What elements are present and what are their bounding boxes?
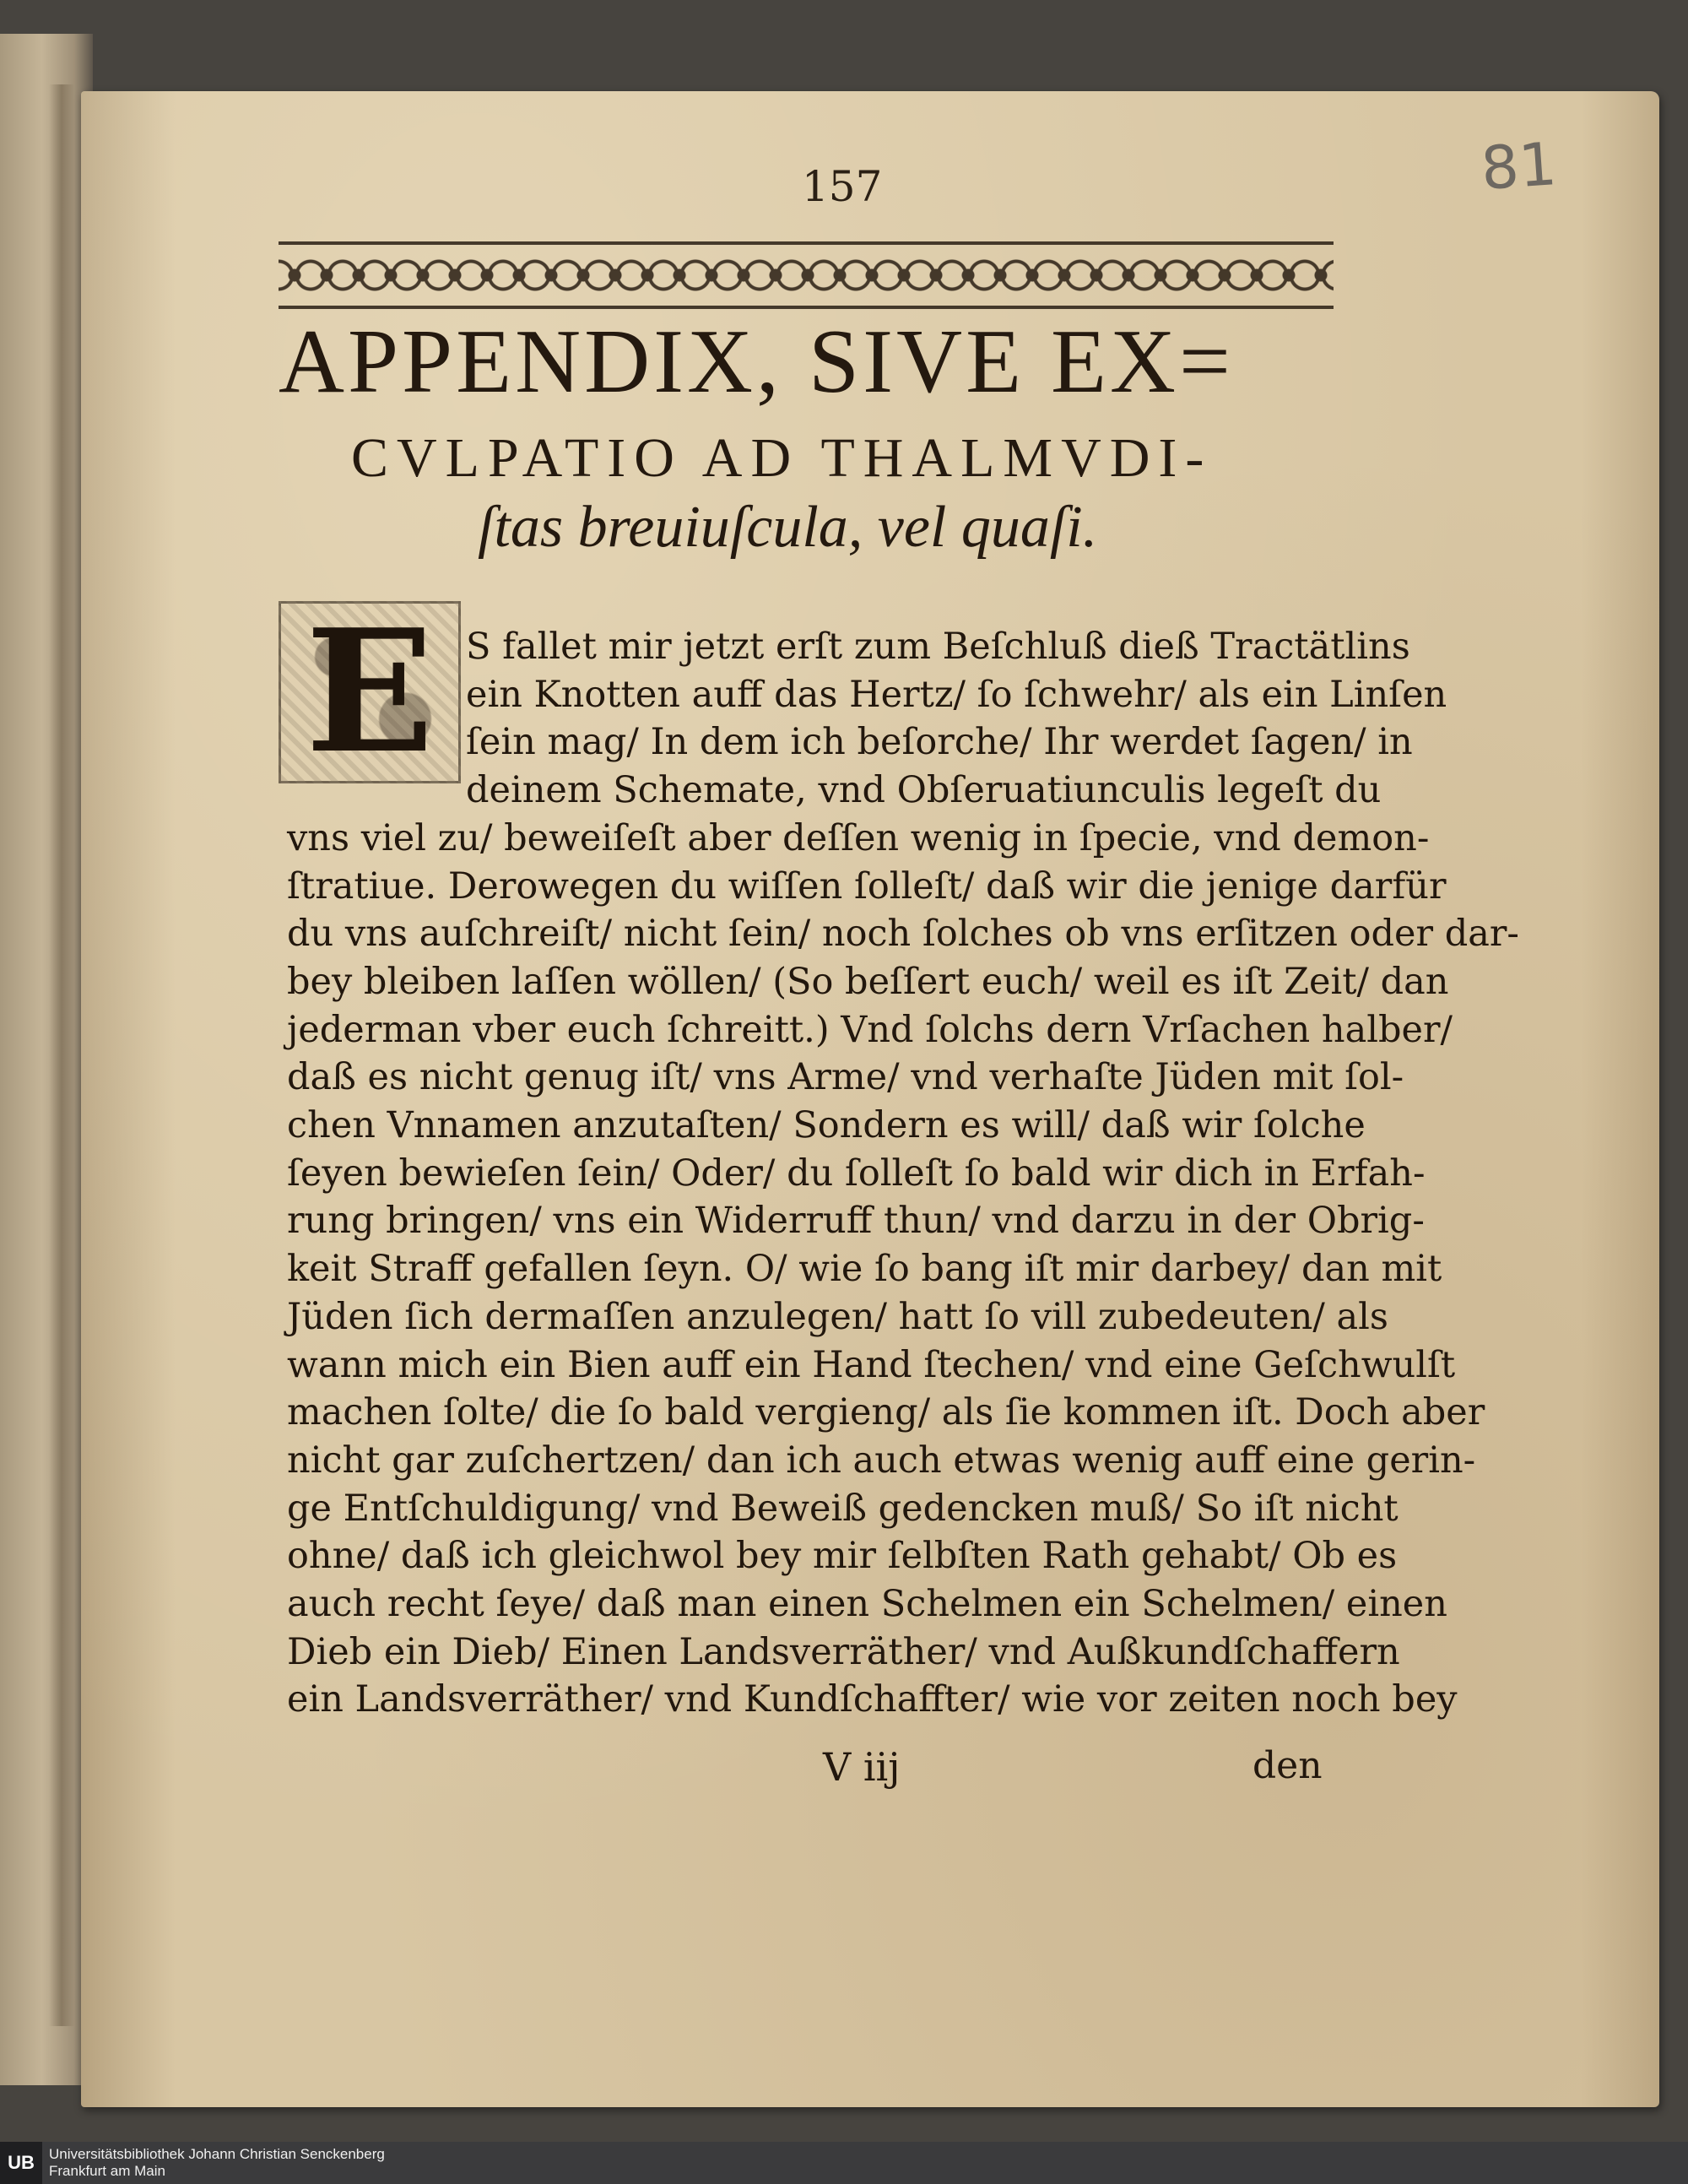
body-line: daß es nicht genug iſt/ vns Arme/ vnd verhaſte Jüden mit ſol- <box>287 1056 1404 1099</box>
body-line: ein Landsverräther/ vnd Kundſchaffter/ wie vor zeiten noch bey <box>287 1678 1458 1721</box>
body-line: nicht gar zuſchertzen/ dan ich auch etwas wenig auff eine gerin- <box>287 1439 1476 1482</box>
body-line: bey bleiben laſſen wöllen/ (So beſſert euch/ weil es iſt Zeit/ dan <box>287 960 1449 1003</box>
signature-mark: V iij <box>823 1744 901 1790</box>
title-line-1: APPENDIX, SIVE EX= <box>279 312 1234 412</box>
decorated-initial <box>279 593 461 791</box>
body-line: auch recht ſeye/ daß man einen Schelmen ein Schelmen/ einen <box>287 1583 1447 1625</box>
body-line: ſein mag/ In dem ich beſorche/ Ihr werdet ſagen/ in <box>466 721 1413 764</box>
institution-name: Universitätsbibliothek Johann Christian Senckenberg <box>49 2146 385 2162</box>
catchword: den <box>1252 1744 1323 1787</box>
body-line: machen ſolte/ die ſo bald vergieng/ als ſie kommen iſt. Doch aber <box>287 1391 1485 1434</box>
body-line: S fallet mir jetzt erſt zum Beſchluß dieß Tractätlins <box>466 626 1410 668</box>
library-footer <box>0 2142 1688 2184</box>
body-line: keit Straff gefallen ſeyn. O/ wie ſo bang iſt mir darbey/ dan mit <box>287 1248 1442 1291</box>
left-page-edge <box>0 34 93 2085</box>
title-line-2: CVLPATIO AD THALMVDI- <box>351 427 1213 489</box>
body-line: ſtratiue. Derowegen du wiſſen ſolleſt/ daß wir die jenige darfür <box>287 864 1447 908</box>
body-line: rung bringen/ vns ein Widerruff thun/ vnd darzu in der Obrig- <box>287 1200 1425 1243</box>
body-line: Jüden ſich dermaſſen anzulegen/ hatt ſo vill zubedeuten/ als <box>287 1295 1388 1338</box>
ub-logo: UB <box>0 2142 42 2184</box>
body-line: ohne/ daß ich gleichwol bey mir ſelbſten Rath gehabt/ Ob es <box>287 1535 1398 1578</box>
body-line: wann mich ein Bien auff ein Hand ſtechen/ vnd eine Geſchwulſt <box>287 1343 1456 1386</box>
body-line: ein Knotten auff das Hertz/ ſo ſchwehr/ als ein Linſen <box>466 673 1447 716</box>
institution-location: Frankfurt am Main <box>49 2163 165 2179</box>
body-line: vns viel zu/ beweiſeſt aber deſſen wenig in ſpecie, vnd demon- <box>287 816 1430 859</box>
footer-text <box>49 2146 385 2180</box>
body-line: jederman vber euch ſchreitt.) Vnd ſolchs dern Vrſachen halber/ <box>287 1008 1453 1051</box>
body-line: Dieb ein Dieb/ Einen Landsverräther/ vnd Außkundſchaffern <box>287 1630 1400 1673</box>
initial-letter: E <box>305 593 435 791</box>
title-line-3: ſtas breuiuſcula, vel quaſi. <box>478 495 1098 560</box>
page-number: 157 <box>802 162 883 211</box>
book-gutter <box>49 84 74 2026</box>
body-line: ge Entſchuldigung/ vnd Beweiß gedencken muß/ So iſt nicht <box>287 1487 1399 1530</box>
ornament-band <box>279 241 1334 309</box>
pencil-annotation: 81 <box>1479 128 1559 204</box>
body-line: du vns auſchreiſt/ nicht ſein/ noch ſolches ob vns erſitzen oder dar- <box>287 913 1519 956</box>
body-line: deinem Schemate, vnd Obſeruatiunculis legeſt du <box>466 769 1382 812</box>
body-line: chen Vnnamen anzutaſten/ Sondern es will/ daß wir ſolche <box>287 1104 1366 1146</box>
body-line: ſeyen bewieſen ſein/ Oder/ du ſolleſt ſo bald wir dich in Erfah- <box>287 1152 1426 1195</box>
